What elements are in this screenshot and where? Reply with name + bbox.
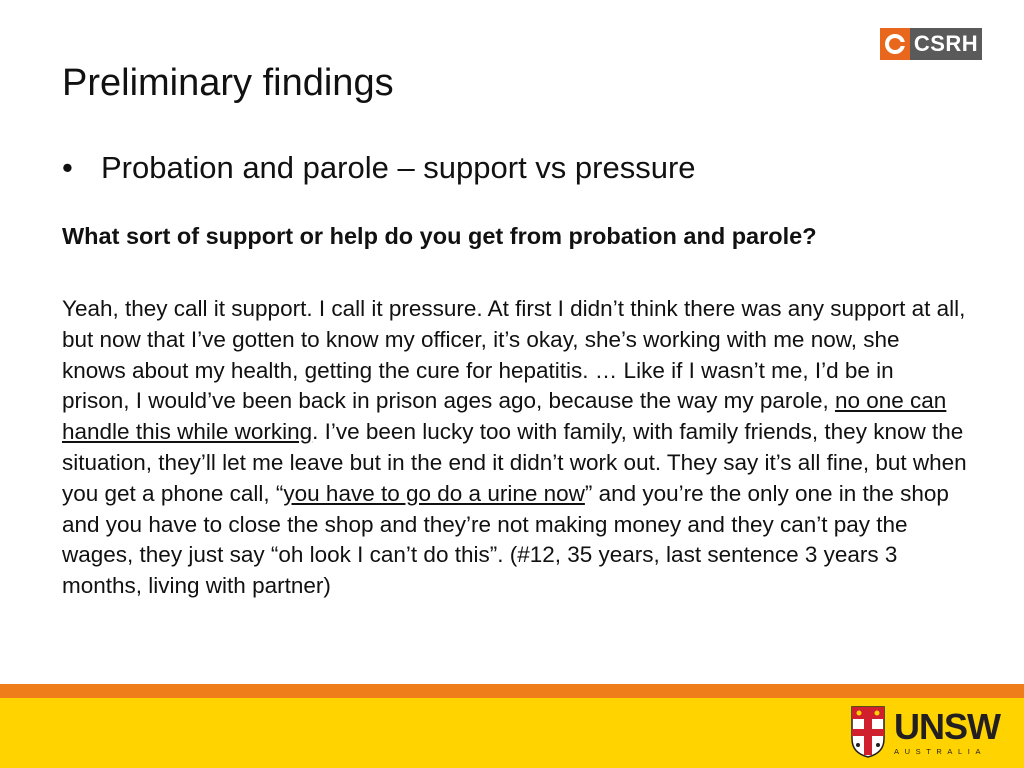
unsw-logo-country: AUSTRALIA [894,746,987,756]
csrh-logo-icon [880,28,910,60]
bullet-text: Probation and parole – support vs pressure [101,150,696,185]
unsw-logo-name: UNSW [894,705,1000,747]
bullet-marker: • [62,150,73,185]
quote-part-3: ” and you’re the only one in the shop and you have to close the shop and they’re not making money and they can’t pay the wages, they just say “oh look I can’t do this”. (#12, 35 years, last sentence 3 years 3 months, living with partner) [62,480,949,599]
quote-underline-2: you have to go do a urine now [283,480,585,506]
unsw-logo [850,704,1002,760]
bullet-point [62,150,696,186]
csrh-logo-text: CSRH [910,28,982,60]
footer-orange-band [0,684,1024,698]
quote-underline-1: no one can handle this while working [62,388,947,445]
quote-part-2: . I’ve been lucky too with family, with family friends, they know the situation, they’ll let me leave but in the end it didn’t work out. They say it’s all fine, but when you get a phone call, “ [62,419,967,506]
slide-title: Preliminary findings [62,62,394,104]
quote-part-1: Yeah, they call it support. I call it pressure. At first I didn’t think there was any support at all, but now that I’ve gotten to know my officer, it’s okay, she’s working with me now, she knows about my health, getting the cure for hepatitis. … Like if I wasn’t me, I’d be in prison, I would’ve been back in prison ages ago, because the way my parole, [62,296,966,414]
csrh-logo [880,28,982,60]
interview-quote [62,294,967,602]
unsw-crest-icon [850,705,886,759]
interview-question: What sort of support or help do you get from probation and parole? [62,223,817,249]
